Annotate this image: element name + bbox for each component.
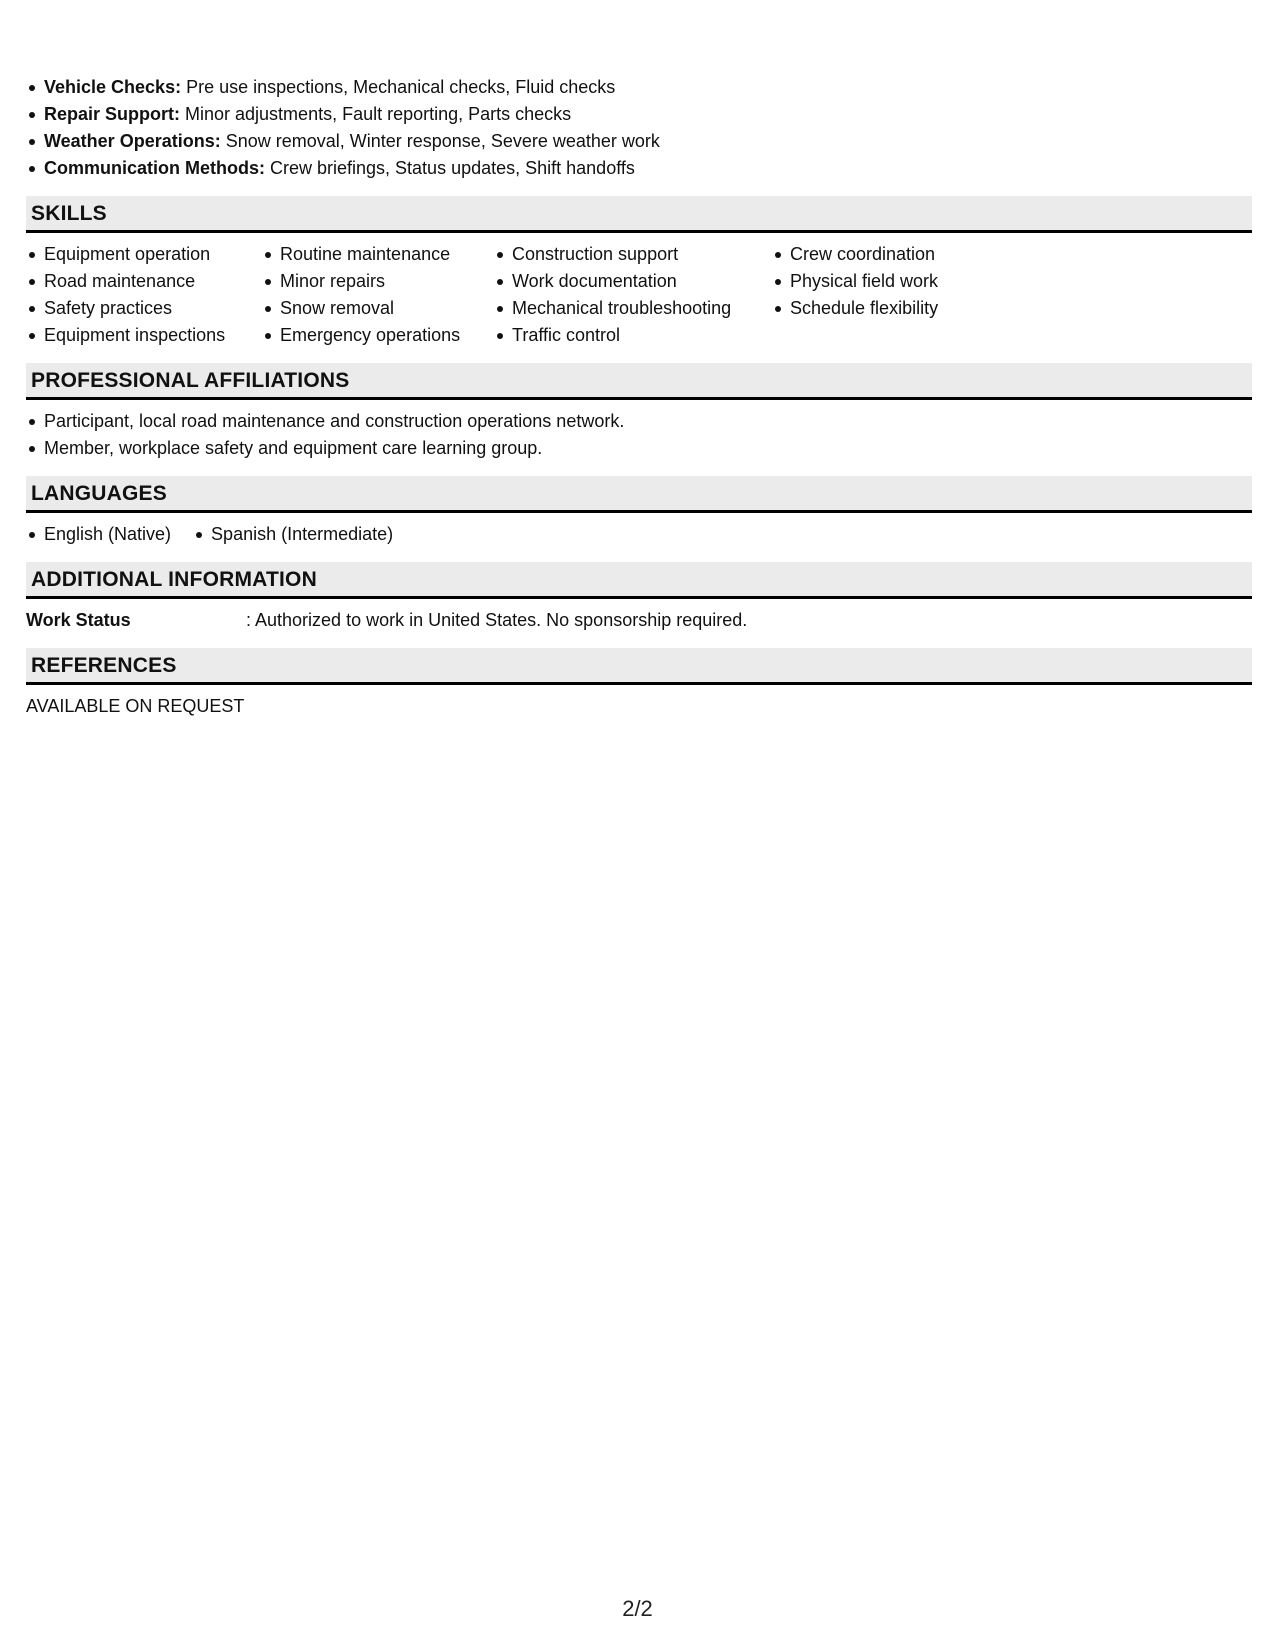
skill-item: Snow removal bbox=[262, 295, 494, 322]
skills-column bbox=[26, 241, 262, 349]
references-section-header bbox=[26, 648, 1252, 685]
skill-item: Emergency operations bbox=[262, 322, 494, 349]
skill-item: Routine maintenance bbox=[262, 241, 494, 268]
experience-bullet-list bbox=[26, 74, 1252, 182]
skill-item: Schedule flexibility bbox=[772, 295, 1032, 322]
bullet-label: Vehicle Checks: bbox=[44, 77, 182, 97]
skill-item: Minor repairs bbox=[262, 268, 494, 295]
skill-item: Safety practices bbox=[26, 295, 262, 322]
languages-section-header bbox=[26, 476, 1252, 513]
skills-column bbox=[262, 241, 494, 349]
skill-item: Equipment inspections bbox=[26, 322, 262, 349]
skills-column bbox=[494, 241, 772, 349]
affiliations-body bbox=[26, 400, 1252, 462]
skill-item: Physical field work bbox=[772, 268, 1032, 295]
additional-info-section-header bbox=[26, 562, 1252, 599]
skills-grid bbox=[26, 233, 1252, 349]
work-status-row bbox=[26, 607, 1252, 634]
references-body bbox=[26, 685, 1252, 720]
bullet-text: Pre use inspections, Mechanical checks, Fluid checks bbox=[181, 77, 616, 97]
section-title: SKILLS bbox=[31, 202, 107, 225]
skill-item: Equipment operation bbox=[26, 241, 262, 268]
skills-section-header bbox=[26, 196, 1252, 233]
skill-item: Traffic control bbox=[494, 322, 772, 349]
section-title: ADDITIONAL INFORMATION bbox=[31, 568, 317, 591]
skill-item: Mechanical troubleshooting bbox=[494, 295, 772, 322]
affiliations-section-header bbox=[26, 363, 1252, 400]
experience-bullet bbox=[26, 101, 1252, 128]
languages-list bbox=[26, 521, 1252, 548]
bullet-label: Repair Support: bbox=[44, 104, 181, 124]
section-title: REFERENCES bbox=[31, 654, 177, 677]
affiliation-item: Participant, local road maintenance and construction operations network. bbox=[26, 408, 1252, 435]
work-status-value: : Authorized to work in United States. No sponsorship required. bbox=[246, 610, 748, 630]
work-status-label: Work Status bbox=[26, 610, 131, 630]
page-number: 2/2 bbox=[622, 1596, 653, 1621]
resume-page bbox=[26, 74, 1252, 720]
languages-body bbox=[26, 513, 1252, 548]
language-item: Spanish (Intermediate) bbox=[193, 521, 393, 548]
experience-bullet bbox=[26, 155, 1252, 182]
bullet-label: Communication Methods: bbox=[44, 158, 265, 178]
experience-bullet bbox=[26, 128, 1252, 155]
skill-item: Road maintenance bbox=[26, 268, 262, 295]
skills-column bbox=[772, 241, 1032, 349]
skill-item: Crew coordination bbox=[772, 241, 1032, 268]
additional-info-body bbox=[26, 599, 1252, 634]
affiliation-item: Member, workplace safety and equipment care learning group. bbox=[26, 435, 1252, 462]
language-item: English (Native) bbox=[26, 521, 171, 548]
references-text: AVAILABLE ON REQUEST bbox=[26, 696, 245, 716]
skill-item: Construction support bbox=[494, 241, 772, 268]
bullet-text: Snow removal, Winter response, Severe weather work bbox=[220, 131, 660, 151]
affiliations-list bbox=[26, 408, 1252, 462]
bullet-text: Crew briefings, Status updates, Shift handoffs bbox=[265, 158, 635, 178]
skill-item: Work documentation bbox=[494, 268, 772, 295]
section-title: LANGUAGES bbox=[31, 482, 167, 505]
bullet-text: Minor adjustments, Fault reporting, Parts checks bbox=[180, 104, 572, 124]
bullet-label: Weather Operations: bbox=[44, 131, 221, 151]
section-title: PROFESSIONAL AFFILIATIONS bbox=[31, 369, 350, 392]
experience-bullet bbox=[26, 74, 1252, 101]
